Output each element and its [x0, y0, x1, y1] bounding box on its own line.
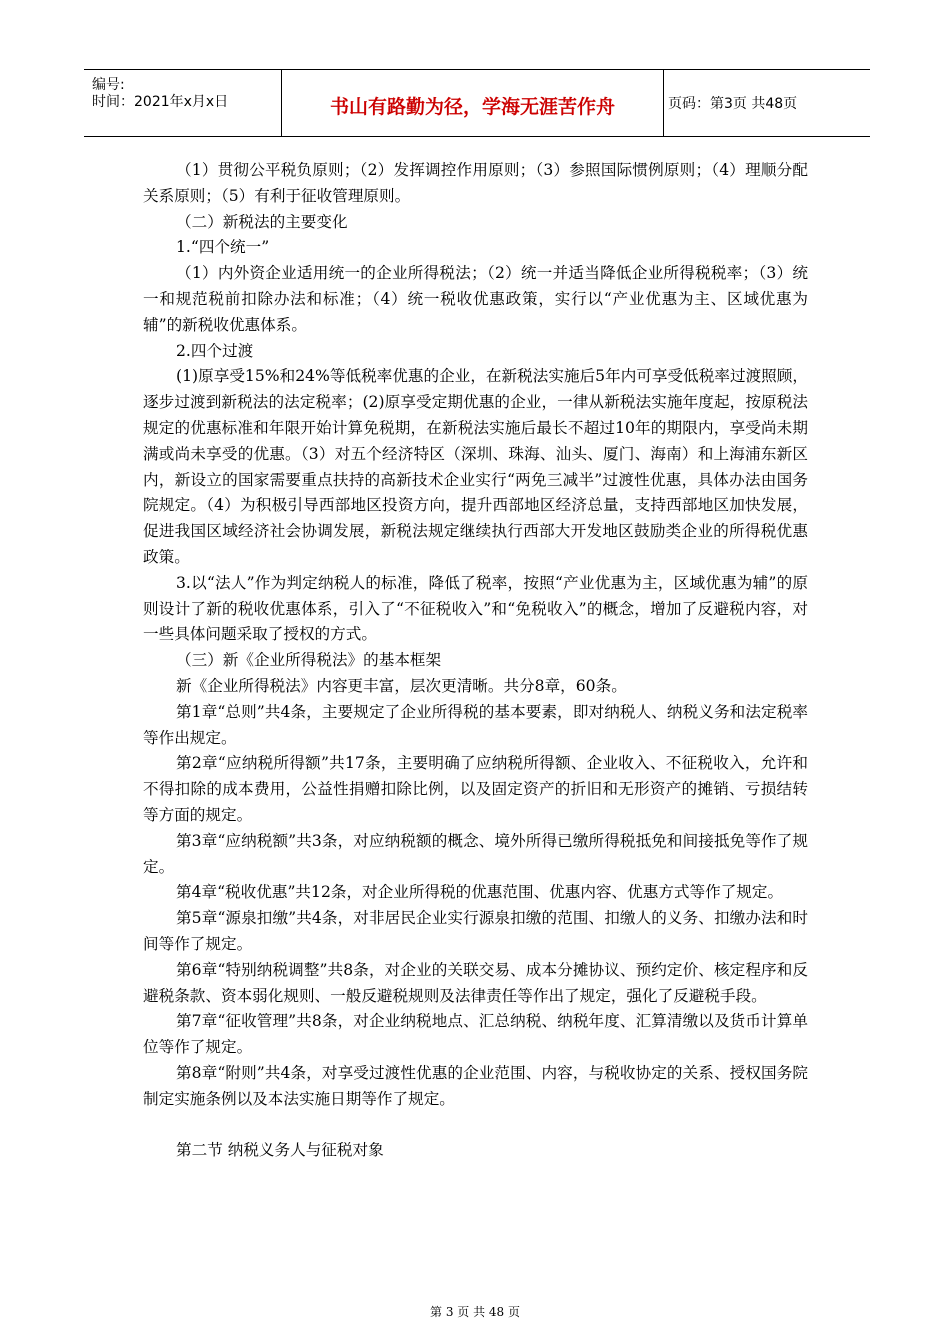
paragraph: 3.以“法人”作为判定纳税人的标准，降低了税率，按照“产业优惠为主，区域优惠为辅”的原则设计了新的税收优惠体系，引入了“不征税收入”和“免税收入”的概念，增加了反避税内容，对一些具体问题采取了授权的方式。 — [143, 573, 808, 644]
paragraph: 2.四个过渡 — [176, 341, 254, 360]
paragraph: 1.“四个统一” — [176, 238, 270, 257]
header-meta — [84, 70, 280, 136]
paragraph: 第8章“附则”共4条，对享受过渡性优惠的企业范围、内容，与税收协定的关系、授权国务院制定实施条例以及本法实施日期等作了规定。 — [143, 1063, 808, 1108]
paragraph: 第3章“应纳税额”共3条，对应纳税额的概念、境外所得已缴所得税抵免和间接抵免等作了规定。 — [143, 831, 808, 876]
paragraph: （1）内外资企业适用统一的企业所得税法；（2）统一并适当降低企业所得税税率；（3）统一和规范税前扣除办法和标准；（4）统一税收优惠政策，实行以“产业优惠为主、区域优惠为辅”的新税收优惠体系。 — [143, 264, 808, 334]
paragraph: 第2章“应纳税所得额”共17条，主要明确了应纳税所得额、企业收入、不征税收入，允许和不得扣除的成本费用，公益性捐赠扣除比例，以及固定资产的折旧和无形资产的摊销、亏损结转等方面的规定。 — [143, 754, 808, 824]
paragraph: 第5章“源泉扣缴”共4条，对非居民企业实行源泉扣缴的范围、扣缴人的义务、扣缴办法和时间等作了规定。 — [143, 909, 808, 953]
date-label: 时间：2021年x月x日 — [92, 94, 229, 110]
paragraph: 第1章“总则”共4条，主要规定了企业所得税的基本要素，即对纳税人、纳税义务和法定税率等作出规定。 — [143, 702, 808, 747]
paragraph: 第6章“特别纳税调整”共8条，对企业的关联交易、成本分摊协议、预约定价、核定程序和反避税条款、资本弱化规则、一般反避税规则及法律责任等作出了规定，强化了反避税手段。 — [143, 960, 808, 1005]
page-footer: 第 3 页 共 48 页 — [430, 1305, 520, 1319]
serial-label: 编号: — [92, 77, 125, 93]
paragraph: （二）新税法的主要变化 — [176, 212, 348, 231]
paragraph: （三）新《企业所得税法》的基本框架 — [176, 651, 442, 670]
paragraph: 第7章“征收管理”共8条，对企业纳税地点、汇总纳税、纳税年度、汇算清缴以及货币计算单位等作了规定。 — [143, 1012, 808, 1057]
header-motto: 书山有路勤为径，学海无涯苦作舟 — [329, 96, 615, 118]
spacer — [143, 1112, 808, 1138]
header-motto-cell — [281, 70, 664, 136]
paragraph: 第4章“税收优惠”共12条，对企业所得税的优惠范围、优惠内容、优惠方式等作了规定。 — [176, 883, 784, 902]
document-body — [143, 158, 808, 1164]
section-title: 第二节 纳税义务人与征税对象 — [176, 1141, 384, 1160]
paragraph: 新《企业所得税法》内容更丰富，层次更清晰。共分8章，60条。 — [176, 676, 627, 695]
paragraph: （1）贯彻公平税负原则；（2）发挥调控作用原则；（3）参照国际惯例原则；（4）理顺分配关系原则；（5）有利于征收管理原则。 — [143, 161, 808, 205]
page-header — [84, 69, 870, 137]
header-page-info: 页码：第3页 共48页 — [668, 96, 798, 112]
paragraph: (1)原享受15%和24%等低税率优惠的企业，在新税法实施后5年内可享受低税率过渡照顾，逐步过渡到新税法的法定税率；(2)原享受定期优惠的企业，一律从新税法实施年度起，按原税法规定的优惠标准和年限开始计算免税期，在新税法实施后最长不超过10年的期限内，享受尚未期满或尚未享受的优惠。（3）对五个经济特区（深圳、珠海、汕头、厦门、海南）和上海浦东新区内，新设立的国家需要重点扶持的高新技术企业实行“两免三减半”过渡性优惠，具体办法由国务院规定。（4）为积极引导西部地区投资方向，提升西部地区经济总量，支持西部地区加快发展，促进我国区域经济社会协调发展，新税法规定继续执行西部大开发地区鼓励类企业的所得税优惠政策。 — [143, 367, 808, 566]
